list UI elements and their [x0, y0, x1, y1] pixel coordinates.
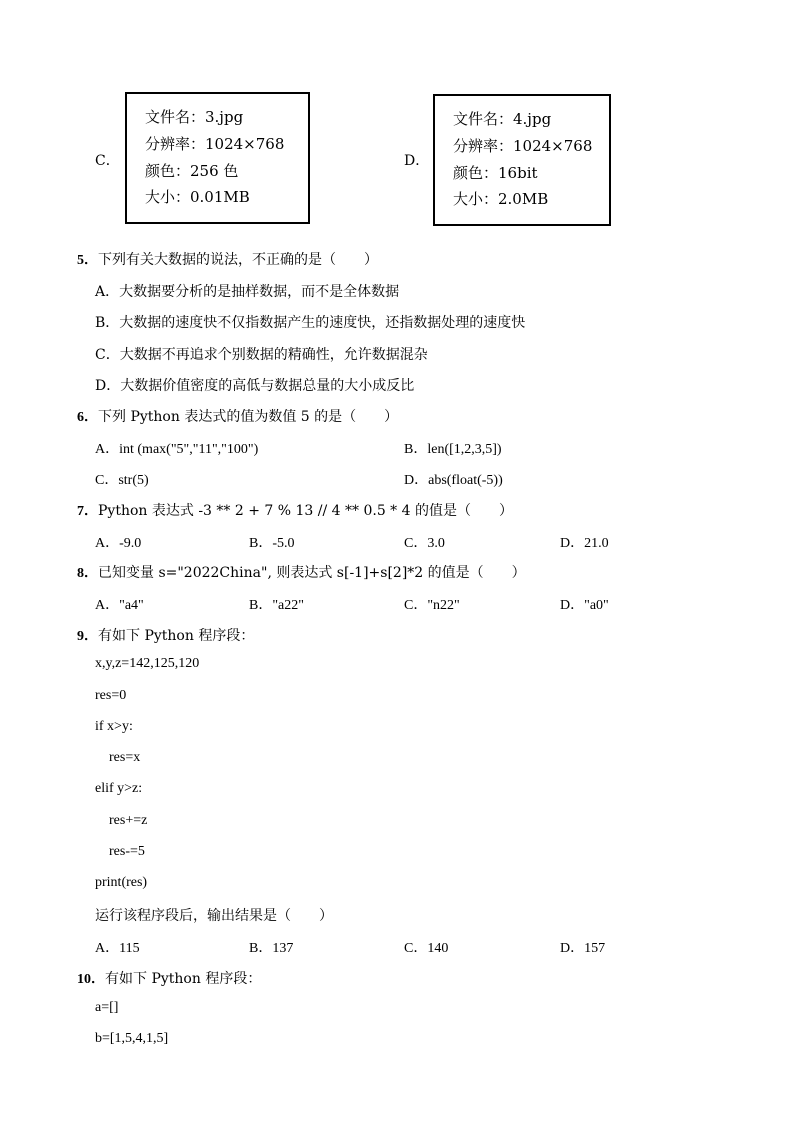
question-9-option-c: C．140 — [404, 941, 449, 956]
question-10-number: 10． — [77, 972, 105, 987]
question-9-code-line-5: elif y>z: — [95, 781, 143, 796]
question-9-stem: 有如下 Python 程序段： — [98, 628, 255, 644]
option-c-color: 颜色：256 色 — [145, 162, 239, 180]
option-c-size: 大小：0.01MB — [145, 188, 250, 206]
question-9-code-line-8: print(res) — [95, 875, 148, 890]
question-6-option-c: C．str(5) — [95, 473, 149, 488]
option-d-filename: 文件名：4.jpg — [453, 110, 552, 128]
question-6 — [77, 406, 398, 426]
option-d-image-info-box — [433, 94, 611, 226]
question-8-option-b: B．"a22" — [249, 598, 304, 613]
question-5-option-a: A．大数据要分析的是抽样数据，而不是全体数据 — [95, 284, 400, 300]
question-6-number: 6． — [77, 410, 98, 425]
question-7-stem: Python 表达式 -3 ** 2 + 7 % 13 // 4 ** 0.5 * 4 的值是（ ） — [98, 503, 513, 519]
option-c-image-info-box — [125, 92, 310, 224]
question-6-option-b: B．len([1,2,3,5]) — [404, 442, 502, 457]
question-5 — [77, 249, 378, 269]
option-c-label: C． — [95, 153, 120, 169]
question-8-option-d: D．"a0" — [560, 598, 609, 613]
option-c-resolution: 分辨率：1024×768 — [145, 135, 285, 153]
question-9-code-line-2: res=0 — [95, 688, 127, 703]
option-d-color: 颜色：16bit — [453, 164, 538, 182]
question-9-code-line-3: if x>y: — [95, 719, 133, 734]
question-6-option-a: A．int (max("5","11","100") — [95, 442, 259, 457]
question-8-number: 8． — [77, 566, 98, 581]
question-9-code-line-4: res=x — [109, 750, 141, 765]
question-6-stem: 下列 Python 表达式的值为数值 5 的是（ ） — [98, 409, 399, 425]
question-8-option-a: A．"a4" — [95, 598, 144, 613]
option-c-filename: 文件名：3.jpg — [145, 108, 244, 126]
question-9-option-d: D．157 — [560, 941, 606, 956]
question-9-option-a: A．115 — [95, 941, 140, 956]
question-9-number: 9． — [77, 629, 98, 644]
question-9-prompt: 运行该程序段后，输出结果是（ ） — [95, 908, 333, 924]
option-d-size: 大小：2.0MB — [453, 190, 549, 208]
question-9 — [77, 625, 254, 645]
question-8-option-c: C．"n22" — [404, 598, 460, 613]
question-7-option-c: C．3.0 — [404, 536, 445, 551]
question-9-code-line-7: res-=5 — [109, 844, 145, 859]
question-8-stem: 已知变量 s="2022China", 则表达式 s[-1]+s[2]*2 的值是（ ） — [98, 565, 526, 581]
question-7-option-a: A．-9.0 — [95, 536, 142, 551]
question-5-option-b: B．大数据的速度快不仅指数据产生的速度快，还指数据处理的速度快 — [95, 315, 526, 331]
option-d-resolution: 分辨率：1024×768 — [453, 137, 593, 155]
question-10-stem: 有如下 Python 程序段： — [105, 971, 262, 987]
question-5-option-d: D．大数据价值密度的高低与数据总量的大小成反比 — [95, 378, 415, 394]
question-7 — [77, 500, 513, 520]
question-9-option-b: B．137 — [249, 941, 294, 956]
question-7-option-d: D．21.0 — [560, 536, 609, 551]
question-10 — [77, 968, 261, 988]
question-9-code-line-1: x,y,z=142,125,120 — [95, 656, 200, 671]
question-9-code-line-6: res+=z — [109, 813, 148, 828]
question-5-option-c: C．大数据不再追求个别数据的精确性，允许数据混杂 — [95, 347, 428, 363]
question-5-number: 5． — [77, 253, 98, 268]
question-8 — [77, 562, 526, 582]
option-d-label: D． — [404, 153, 430, 169]
question-10-code-line-1: a=[] — [95, 1000, 119, 1015]
question-6-option-d: D．abs(float(-5)) — [404, 473, 503, 488]
question-10-code-line-2: b=[1,5,4,1,5] — [95, 1031, 169, 1046]
question-7-number: 7． — [77, 504, 98, 519]
question-7-option-b: B．-5.0 — [249, 536, 295, 551]
question-5-stem: 下列有关大数据的说法，不正确的是（ ） — [98, 252, 378, 268]
